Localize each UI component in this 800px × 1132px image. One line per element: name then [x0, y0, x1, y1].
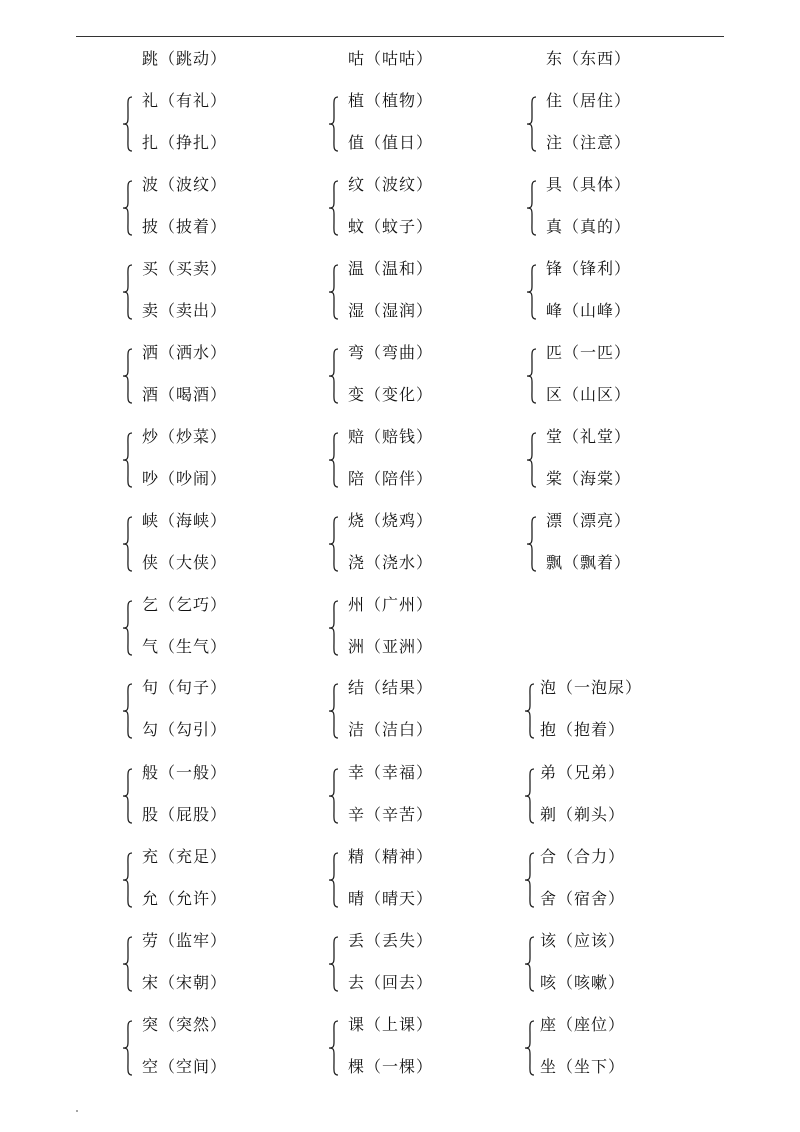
word-entry: 住（居住） [546, 91, 632, 110]
word-entry: 湿（湿润） [348, 301, 434, 320]
word-entry: 纹（波纹） [348, 175, 434, 194]
curly-brace-icon [524, 1020, 536, 1076]
word-entry: 辛（辛苦） [348, 805, 434, 824]
curly-brace-icon [328, 516, 340, 572]
word-entry: 晴（晴天） [348, 889, 434, 908]
curly-brace-icon [122, 180, 134, 236]
word-entry: 区（山区） [546, 385, 632, 404]
word-entry: 句（句子） [142, 678, 228, 697]
word-entry: 变（变化） [348, 385, 434, 404]
curly-brace-icon [328, 348, 340, 404]
curly-brace-icon [122, 768, 134, 824]
word-entry: 允（允许） [142, 889, 228, 908]
word-entry: 洒（洒水） [142, 343, 228, 362]
curly-brace-icon [526, 348, 538, 404]
word-entry: 吵（吵闹） [142, 469, 228, 488]
word-entry: 峡（海峡） [142, 511, 228, 530]
word-entry: 座（座位） [540, 1015, 626, 1034]
curly-brace-icon [526, 96, 538, 152]
curly-brace-icon [524, 852, 536, 908]
word-entry: 炒（炒菜） [142, 427, 228, 446]
word-entry: 咳（咳嗽） [540, 973, 626, 992]
word-entry: 植（植物） [348, 91, 434, 110]
word-entry: 般（一般） [142, 763, 228, 782]
word-entry-top: 咕（咕咕） [348, 49, 434, 68]
word-entry: 勾（勾引） [142, 720, 228, 739]
curly-brace-icon [328, 180, 340, 236]
word-entry: 峰（山峰） [546, 301, 632, 320]
word-entry: 卖（卖出） [142, 301, 228, 320]
curly-brace-icon [328, 683, 340, 739]
word-entry: 幸（幸福） [348, 763, 434, 782]
word-entry: 堂（礼堂） [546, 427, 632, 446]
word-entry: 宋（宋朝） [142, 973, 228, 992]
word-entry: 买（买卖） [142, 259, 228, 278]
page-dot [76, 1110, 78, 1112]
word-entry: 温（温和） [348, 259, 434, 278]
word-entry: 去（回去） [348, 973, 434, 992]
curly-brace-icon [122, 936, 134, 992]
word-entry: 抱（抱着） [540, 720, 626, 739]
curly-brace-icon [122, 852, 134, 908]
curly-brace-icon [524, 683, 536, 739]
word-entry: 空（空间） [142, 1057, 228, 1076]
word-entry: 弯（弯曲） [348, 343, 434, 362]
curly-brace-icon [122, 432, 134, 488]
curly-brace-icon [526, 180, 538, 236]
word-entry: 充（充足） [142, 847, 228, 866]
curly-brace-icon [328, 1020, 340, 1076]
word-entry: 披（披着） [142, 217, 228, 236]
curly-brace-icon [526, 432, 538, 488]
word-entry: 棠（海棠） [546, 469, 632, 488]
word-entry: 注（注意） [546, 133, 632, 152]
word-entry: 丢（丢失） [348, 931, 434, 950]
word-entry: 弟（兄弟） [540, 763, 626, 782]
curly-brace-icon [122, 348, 134, 404]
word-entry: 州（广州） [348, 595, 434, 614]
word-entry: 具（具体） [546, 175, 632, 194]
curly-brace-icon [524, 936, 536, 992]
word-entry: 真（真的） [546, 217, 632, 236]
word-entry: 课（上课） [348, 1015, 434, 1034]
word-entry: 赔（赔钱） [348, 427, 434, 446]
word-entry: 浇（浇水） [348, 553, 434, 572]
curly-brace-icon [328, 768, 340, 824]
word-entry: 合（合力） [540, 847, 626, 866]
curly-brace-icon [328, 600, 340, 656]
curly-brace-icon [524, 768, 536, 824]
curly-brace-icon [328, 852, 340, 908]
word-entry: 锋（锋利） [546, 259, 632, 278]
word-entry: 波（波纹） [142, 175, 228, 194]
word-entry: 泡（一泡尿） [540, 678, 643, 697]
word-entry: 股（屁股） [142, 805, 228, 824]
word-entry: 礼（有礼） [142, 91, 228, 110]
word-entry: 劳（监牢） [142, 931, 228, 950]
curly-brace-icon [526, 264, 538, 320]
curly-brace-icon [122, 1020, 134, 1076]
word-entry: 飘（飘着） [546, 553, 632, 572]
word-entry: 精（精神） [348, 847, 434, 866]
curly-brace-icon [122, 683, 134, 739]
curly-brace-icon [328, 432, 340, 488]
curly-brace-icon [328, 936, 340, 992]
word-entry: 侠（大侠） [142, 553, 228, 572]
word-entry: 扎（挣扎） [142, 133, 228, 152]
curly-brace-icon [122, 96, 134, 152]
word-entry: 剃（剃头） [540, 805, 626, 824]
word-entry: 蚊（蚊子） [348, 217, 434, 236]
word-entry: 烧（烧鸡） [348, 511, 434, 530]
word-entry: 结（结果） [348, 678, 434, 697]
curly-brace-icon [122, 516, 134, 572]
word-entry: 陪（陪伴） [348, 469, 434, 488]
top-rule [76, 36, 724, 37]
word-entry: 该（应该） [540, 931, 626, 950]
curly-brace-icon [526, 516, 538, 572]
word-entry: 洲（亚洲） [348, 637, 434, 656]
word-entry: 匹（一匹） [546, 343, 632, 362]
curly-brace-icon [122, 600, 134, 656]
word-entry: 棵（一棵） [348, 1057, 434, 1076]
word-entry: 值（值日） [348, 133, 434, 152]
word-entry: 气（生气） [142, 637, 228, 656]
word-entry: 乞（乞巧） [142, 595, 228, 614]
word-entry: 舍（宿舍） [540, 889, 626, 908]
curly-brace-icon [328, 96, 340, 152]
curly-brace-icon [328, 264, 340, 320]
word-entry: 漂（漂亮） [546, 511, 632, 530]
curly-brace-icon [122, 264, 134, 320]
word-entry-top: 东（东西） [546, 49, 632, 68]
word-entry-top: 跳（跳动） [142, 49, 228, 68]
word-entry: 酒（喝酒） [142, 385, 228, 404]
word-entry: 突（突然） [142, 1015, 228, 1034]
word-entry: 洁（洁白） [348, 720, 434, 739]
word-entry: 坐（坐下） [540, 1057, 626, 1076]
